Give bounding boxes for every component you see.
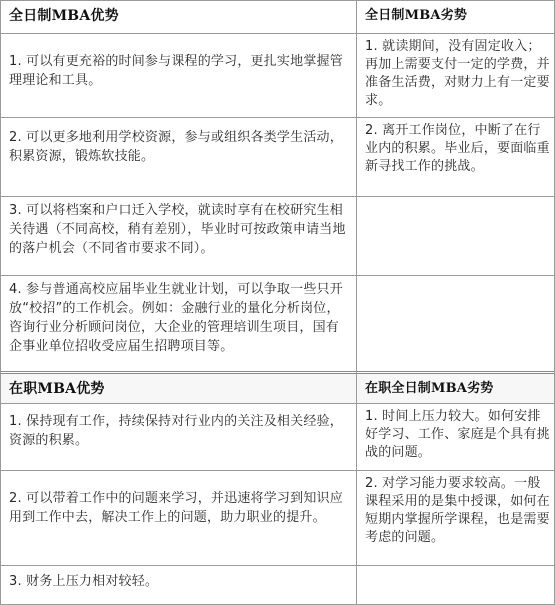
fulltime-disadvantage-4-empty xyxy=(357,276,554,374)
right-column xyxy=(357,1,554,604)
parttime-disadvantage-1: 1. 时间上压力较大。如何安排好学习、工作、家庭是个具有挑战的问题。 xyxy=(357,404,554,471)
parttime-advantage-2: 2. 可以带着工作中的问题来学习，并迅速将学习到知识应用到工作中去，解决工作上的问题，助力职业的提升。 xyxy=(1,471,356,566)
fulltime-advantages-header: 全日制MBA优势 xyxy=(1,1,356,34)
fulltime-advantage-3: 3. 可以将档案和户口迁入学校，就读时享有在校研究生相关待遇（不同高校，稍有差别），毕业时可按政策申请当地的落户机会（不同省市要求不同）。 xyxy=(1,197,356,276)
fulltime-disadvantages-header: 全日制MBA劣势 xyxy=(357,1,554,34)
parttime-disadvantages-header: 在职全日制MBA劣势 xyxy=(357,374,554,404)
left-column xyxy=(1,1,356,604)
fulltime-advantage-4: 4. 参与普通高校应届毕业生就业计划，可以争取一些只开放“校招”的工作机会。例如：金融行业的量化分析岗位，咨询行业分析顾问岗位，大企业的管理培训生项目，国有企事业单位招收受应届生招聘项目等。 xyxy=(1,276,356,374)
fulltime-disadvantage-2: 2. 离开工作岗位，中断了在行业内的积累。毕业后，要面临重新寻找工作的挑战。 xyxy=(357,118,554,197)
fulltime-advantage-1: 1. 可以有更充裕的时间参与课程的学习，更扎实地掌握管理理论和工具。 xyxy=(1,34,356,118)
fulltime-disadvantage-3-empty xyxy=(357,197,554,276)
parttime-advantage-3: 3. 财务上压力相对较轻。 xyxy=(9,574,159,589)
parttime-advantages-header: 在职MBA优势 xyxy=(1,374,356,404)
parttime-disadvantage-2: 2. 对学习能力要求较高。一般课程采用的是集中授课，如何在短期内掌握所学课程，也是需要考虑的问题。 xyxy=(357,471,554,566)
parttime-disadvantage-3-empty xyxy=(357,566,554,604)
parttime-advantage-1: 1. 保持现有工作，持续保持对行业内的关注及相关经验，资源的积累。 xyxy=(1,404,356,471)
fulltime-disadvantage-1: 1. 就读期间，没有固定收入；再加上需要支付一定的学费，并准备生活费，对财力上有一定要求。 xyxy=(357,34,554,118)
fulltime-advantage-2: 2. 可以更多地利用学校资源，参与或组织各类学生活动，积累资源，锻炼软技能。 xyxy=(1,118,356,197)
